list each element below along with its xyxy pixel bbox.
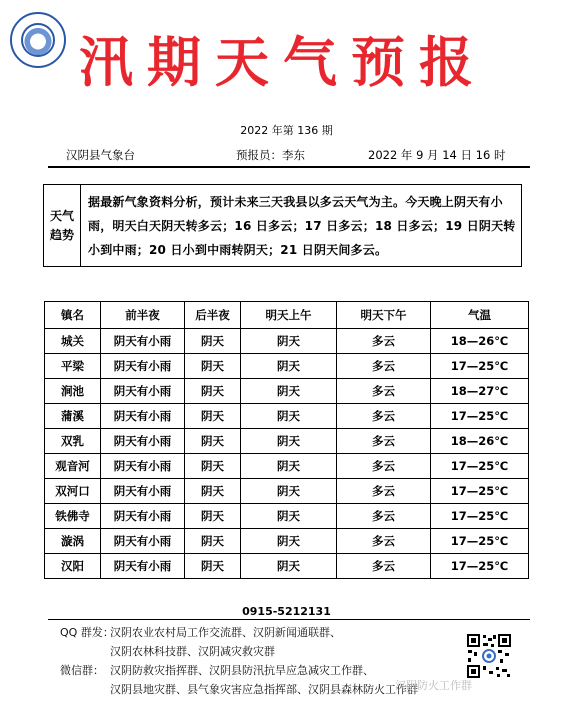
cell-temperature: 17—25℃ — [431, 479, 529, 504]
cell-town: 平梁 — [45, 354, 101, 379]
cell-second-half-night: 阴天 — [185, 554, 241, 579]
cell-tomorrow-morning: 阴天 — [241, 354, 337, 379]
cell-temperature: 17—25℃ — [431, 354, 529, 379]
table-row — [45, 329, 529, 354]
header-divider — [48, 166, 530, 168]
cell-second-half-night: 阴天 — [185, 429, 241, 454]
cell-second-half-night: 阴天 — [185, 479, 241, 504]
trend-label-line1: 天气 — [49, 208, 74, 223]
page-title: 汛期天气预报 — [79, 30, 487, 94]
header-second-half-night: 后半夜 — [185, 302, 241, 329]
watermark-text: 汉阴防火工作群 — [395, 679, 472, 692]
cell-temperature: 17—25℃ — [431, 404, 529, 429]
cell-tomorrow-afternoon: 多云 — [337, 529, 431, 554]
cell-first-half-night: 阴天有小雨 — [101, 329, 185, 354]
cell-town: 漩涡 — [45, 529, 101, 554]
table-row — [45, 454, 529, 479]
table-row — [45, 404, 529, 429]
cell-town: 双河口 — [45, 479, 101, 504]
cell-second-half-night: 阴天 — [185, 504, 241, 529]
cell-tomorrow-afternoon: 多云 — [337, 329, 431, 354]
header-town: 镇名 — [45, 302, 101, 329]
cell-town: 蒲溪 — [45, 404, 101, 429]
cell-second-half-night: 阴天 — [185, 529, 241, 554]
cell-town: 铁佛寺 — [45, 504, 101, 529]
cell-second-half-night: 阴天 — [185, 379, 241, 404]
table-row — [45, 479, 529, 504]
cell-second-half-night: 阴天 — [185, 404, 241, 429]
cell-town: 涧池 — [45, 379, 101, 404]
cell-town: 双乳 — [45, 429, 101, 454]
trend-label-line2: 趋势 — [49, 227, 74, 242]
cell-first-half-night: 阴天有小雨 — [101, 429, 185, 454]
cell-first-half-night: 阴天有小雨 — [101, 554, 185, 579]
meta-row — [58, 147, 528, 163]
table-row — [45, 429, 529, 454]
cell-temperature: 17—25℃ — [431, 529, 529, 554]
trend-text: 据最新气象资料分析，预计未来三天我县以多云天气为主。今天晚上阴天有小雨，明天白天阴天转多云；16 日多云；17 日多云；18 日多云；19 日阴天转小到中雨；20 日小到中雨转阴天；21 日阴天间多云。 — [88, 195, 516, 257]
qr-code-icon — [466, 633, 512, 679]
cell-first-half-night: 阴天有小雨 — [101, 529, 185, 554]
header-first-half-night: 前半夜 — [101, 302, 185, 329]
table-row — [45, 354, 529, 379]
cell-tomorrow-afternoon: 多云 — [337, 479, 431, 504]
table-row — [45, 504, 529, 529]
table-header-row — [45, 302, 529, 329]
cell-tomorrow-afternoon: 多云 — [337, 429, 431, 454]
cell-tomorrow-afternoon: 多云 — [337, 354, 431, 379]
cell-tomorrow-morning: 阴天 — [241, 529, 337, 554]
contact-phone: 0915-5212131 — [242, 605, 331, 618]
cell-tomorrow-morning: 阴天 — [241, 379, 337, 404]
forecast-table — [44, 301, 529, 579]
table-row — [45, 554, 529, 579]
issuing-unit: 汉阴县气象台 — [66, 148, 135, 162]
cell-tomorrow-morning: 阴天 — [241, 554, 337, 579]
cell-temperature: 17—25℃ — [431, 554, 529, 579]
qq-line-2: 汉阴农林科技群、汉阴减灾救灾群 — [110, 645, 275, 658]
cell-first-half-night: 阴天有小雨 — [101, 479, 185, 504]
header-tomorrow-morning: 明天上午 — [241, 302, 337, 329]
cell-tomorrow-morning: 阴天 — [241, 479, 337, 504]
cell-town: 汉阳 — [45, 554, 101, 579]
issue-time: 2022 年 9 月 14 日 16 时 — [368, 148, 506, 162]
qq-line-1: 汉阴农业农村局工作交流群、汉阴新闻通联群、 — [110, 626, 341, 639]
forecaster: 预报员：李东 — [236, 148, 305, 162]
wechat-line-1: 汉阴防救灾指挥群、汉阴县防汛抗旱应急减灾工作群、 — [110, 664, 374, 677]
wechat-label: 微信群： — [60, 664, 104, 677]
cell-tomorrow-afternoon: 多云 — [337, 454, 431, 479]
cell-second-half-night: 阴天 — [185, 354, 241, 379]
cell-town: 城关 — [45, 329, 101, 354]
cell-temperature: 18—26℃ — [431, 329, 529, 354]
cell-first-half-night: 阴天有小雨 — [101, 504, 185, 529]
cell-temperature: 18—26℃ — [431, 429, 529, 454]
cell-tomorrow-afternoon: 多云 — [337, 404, 431, 429]
issue-number: 2022 年第 136 期 — [240, 124, 333, 137]
table-row — [45, 379, 529, 404]
cell-tomorrow-morning: 阴天 — [241, 429, 337, 454]
cell-second-half-night: 阴天 — [185, 329, 241, 354]
weather-trend-box — [43, 184, 522, 267]
cell-temperature: 18—27℃ — [431, 379, 529, 404]
cell-temperature: 17—25℃ — [431, 454, 529, 479]
logo-emblem-icon — [21, 23, 55, 57]
header-temperature: 气温 — [431, 302, 529, 329]
qq-label: QQ 群发： — [60, 626, 114, 639]
cell-tomorrow-afternoon: 多云 — [337, 379, 431, 404]
cell-tomorrow-morning: 阴天 — [241, 504, 337, 529]
cell-first-half-night: 阴天有小雨 — [101, 354, 185, 379]
cell-first-half-night: 阴天有小雨 — [101, 454, 185, 479]
meteorological-logo — [10, 12, 66, 68]
cell-first-half-night: 阴天有小雨 — [101, 379, 185, 404]
cell-second-half-night: 阴天 — [185, 454, 241, 479]
cell-temperature: 17—25℃ — [431, 504, 529, 529]
cell-tomorrow-afternoon: 多云 — [337, 504, 431, 529]
footer-divider — [48, 619, 530, 620]
cell-tomorrow-morning: 阴天 — [241, 454, 337, 479]
header-tomorrow-afternoon: 明天下午 — [337, 302, 431, 329]
cell-town: 观音河 — [45, 454, 101, 479]
cell-tomorrow-morning: 阴天 — [241, 329, 337, 354]
cell-tomorrow-morning: 阴天 — [241, 404, 337, 429]
trend-label — [44, 185, 81, 266]
wechat-line-2: 汉阴县地灾群、县气象灾害应急指挥部、汉阴县森林防火工作群 — [110, 683, 418, 696]
cell-tomorrow-afternoon: 多云 — [337, 554, 431, 579]
table-row — [45, 529, 529, 554]
cell-first-half-night: 阴天有小雨 — [101, 404, 185, 429]
